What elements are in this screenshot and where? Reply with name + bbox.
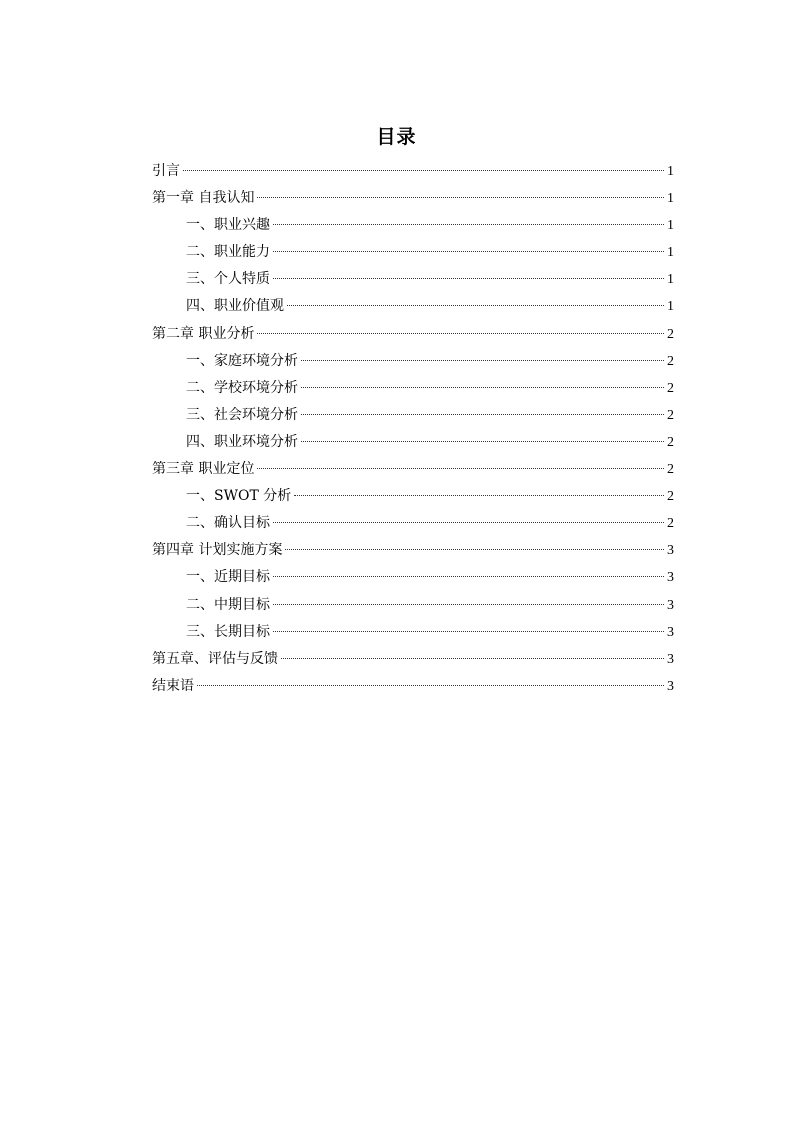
- toc-entry[interactable]: [152, 483, 674, 510]
- toc-entry-text: 二、学校环境分析: [186, 379, 298, 396]
- toc-page-number: 1: [667, 218, 674, 234]
- toc-entry-text: 第二章 职业分析: [152, 325, 255, 342]
- toc-page-number: 2: [667, 434, 674, 450]
- toc-page-number: 3: [667, 678, 674, 694]
- toc-entry[interactable]: [152, 646, 674, 673]
- toc-page-number: 3: [667, 570, 674, 586]
- toc-entry-text: 一、职业兴趣: [186, 217, 270, 234]
- toc-entry[interactable]: [152, 348, 674, 375]
- toc-page-number: 3: [667, 624, 674, 640]
- toc-entry[interactable]: [152, 510, 674, 537]
- toc-entry-text: 二、职业能力: [186, 244, 270, 261]
- toc-dot-leader: [183, 169, 664, 171]
- toc-dot-leader: [273, 521, 664, 523]
- toc-entry-text: 一、家庭环境分析: [186, 352, 298, 369]
- toc-page-number: 3: [667, 597, 674, 613]
- toc-dot-leader: [273, 630, 664, 632]
- toc-page-number: 2: [667, 462, 674, 478]
- toc-entry[interactable]: [152, 564, 674, 591]
- toc-dot-leader: [301, 440, 664, 442]
- toc-dot-leader: [273, 575, 664, 577]
- toc-page-number: 1: [667, 164, 674, 179]
- toc-dot-leader: [294, 494, 664, 496]
- toc-entry[interactable]: [152, 239, 674, 266]
- toc-page-number: 1: [667, 245, 674, 261]
- toc-entry-text: 第四章 计划实施方案: [152, 542, 283, 559]
- toc-dot-leader: [257, 467, 664, 469]
- toc-dot-leader: [301, 413, 664, 415]
- toc-entry[interactable]: [152, 456, 674, 483]
- toc-dot-leader: [301, 359, 664, 361]
- toc-entry[interactable]: [152, 158, 674, 185]
- toc-dot-leader: [301, 386, 664, 388]
- toc-entry[interactable]: [152, 402, 674, 429]
- toc-entry-text: 一、SWOT 分析: [186, 488, 292, 505]
- toc-page-number: 1: [667, 191, 674, 207]
- toc-entry[interactable]: [152, 293, 674, 320]
- toc-dot-leader: [273, 250, 664, 252]
- toc-entry[interactable]: [152, 673, 674, 700]
- toc-entry-text: 第一章 自我认知: [152, 190, 255, 207]
- toc-title: 目录: [376, 126, 417, 148]
- toc-entry[interactable]: [152, 185, 674, 212]
- toc-page-number: 2: [667, 326, 674, 342]
- toc-dot-leader: [257, 196, 664, 198]
- toc-page-number: 2: [667, 380, 674, 396]
- toc-entry-text: 引言: [152, 163, 180, 179]
- toc-dot-leader: [285, 548, 664, 550]
- toc-dot-leader: [273, 277, 664, 279]
- toc-entry[interactable]: [152, 537, 674, 564]
- toc-entry-text: 结束语: [152, 677, 194, 694]
- toc-entry[interactable]: [152, 619, 674, 646]
- toc-page-number: 2: [667, 353, 674, 369]
- toc-page-number: 3: [667, 651, 674, 667]
- toc-page-number: 3: [667, 543, 674, 559]
- toc-entry-text: 四、职业环境分析: [186, 433, 298, 450]
- toc-page-number: 1: [667, 272, 674, 288]
- toc-dot-leader: [273, 603, 664, 605]
- toc-entry[interactable]: [152, 375, 674, 402]
- toc-entry[interactable]: [152, 592, 674, 619]
- toc-page-number: 2: [667, 489, 674, 505]
- toc-entry[interactable]: [152, 321, 674, 348]
- toc-entry-text: 三、个人特质: [186, 271, 270, 288]
- toc-entry-text: 第三章 职业定位: [152, 461, 255, 478]
- toc-entry-text: 一、近期目标: [186, 569, 270, 586]
- toc-page-number: 2: [667, 407, 674, 423]
- toc-entry-text: 三、社会环境分析: [186, 406, 298, 423]
- toc-dot-leader: [281, 657, 664, 659]
- toc-entry[interactable]: [152, 429, 674, 456]
- toc-entry-text: 三、长期目标: [186, 623, 270, 640]
- toc-entry-text: 四、职业价值观: [186, 298, 284, 315]
- toc-entry[interactable]: [152, 212, 674, 239]
- toc-list: [152, 158, 674, 700]
- toc-page-number: 2: [667, 516, 674, 532]
- toc-dot-leader: [257, 332, 664, 334]
- toc-entry-text: 二、确认目标: [186, 515, 270, 532]
- toc-entry-text: 第五章、评估与反馈: [152, 650, 278, 667]
- toc-page-number: 1: [667, 299, 674, 315]
- toc-entry[interactable]: [152, 266, 674, 293]
- toc-dot-leader: [287, 304, 664, 306]
- toc-dot-leader: [273, 223, 664, 225]
- toc-dot-leader: [197, 684, 664, 686]
- toc-entry-text: 二、中期目标: [186, 596, 270, 613]
